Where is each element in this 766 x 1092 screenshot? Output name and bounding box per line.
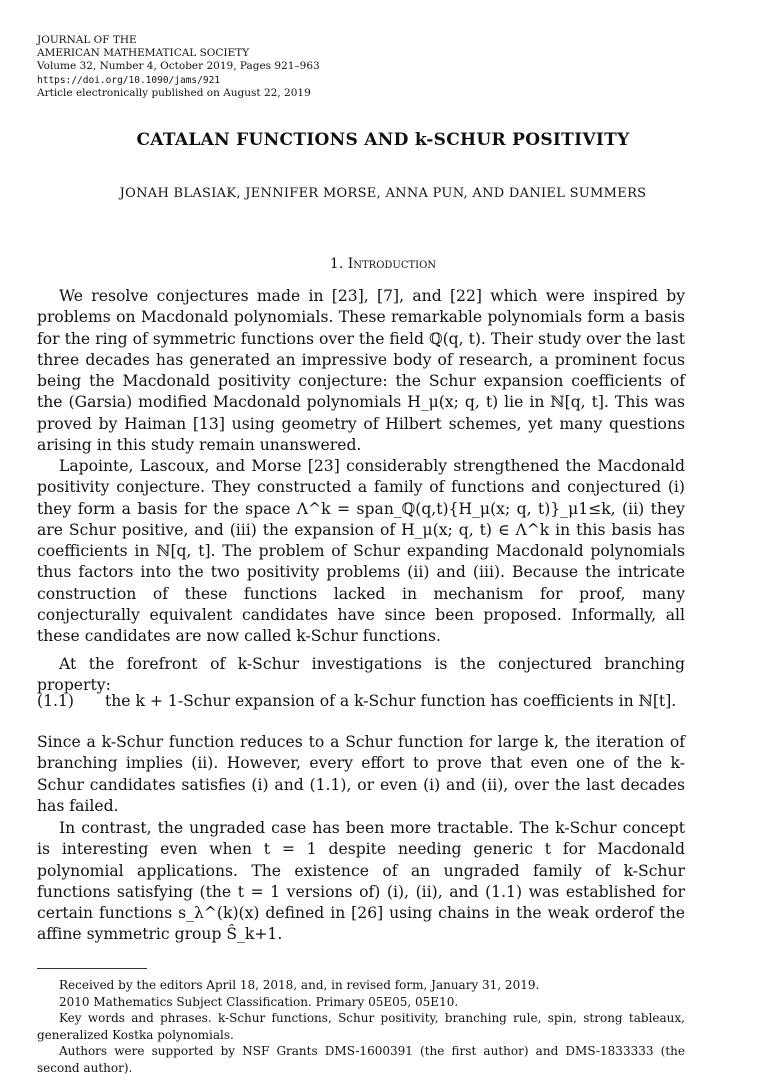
paragraph-3 (37, 654, 685, 697)
author-list: JONAH BLASIAK, JENNIFER MORSE, ANNA PUN, AND DANIEL SUMMERS (119, 186, 647, 201)
paragraph-5-text: In contrast, the ungraded case has been more tractable. The k-Schur concept is interesting even when t = 1 despite needing generic t for Macdonald polynomial applications. The existence of an ungraded family of k-Schur functions satisfying (the t = 1 versions of) (i), (ii), and (1.1) was established for certain functions s_λ^(k)(x) defined in [26] using chains in the weak orderof the affine symmetric group Ŝ_k+1. (37, 819, 685, 944)
journal-header (37, 34, 320, 100)
volume-info: Volume 32, Number 4, October 2019, Pages 921–963 (37, 60, 320, 73)
paragraph-2-text: Lapointe, Lascoux, and Morse [23] considerably strengthened the Macdonald positivity conjecture. They constructed a family of functions and conjectured (i) they form a basis for the space Λ^k = span_ℚ(q,t){H_μ(x; q, t)}_μ1≤k, (ii) they are Schur positive, and (iii) the expansion of H_μ(x; q, t) ∈ Λ^k in this basis has coefficients in ℕ[q, t]. The problem of Schur expanding Macdonald polynomials thus factors into the two positivity problems (ii) and (iii). Because the intricate construction of these functions lacked in mechanism for proof, many conjecturally equivalent candidates have since been proposed. Informally, all these candidates are now called k-Schur functions. (37, 457, 685, 646)
equation-1-1 (37, 692, 685, 710)
journal-name-line2: AMERICAN MATHEMATICAL SOCIETY (37, 47, 250, 60)
paragraph-4-text: Since a k-Schur function reduces to a Schur function for large k, the iteration of branching implies (ii). However, every effort to prove that even one of the k-Schur candidates satisfies (i) and (1.1), or even (i) and (ii), over the last decades has failed. (37, 733, 685, 815)
equation-text: the k + 1-Schur expansion of a k-Schur function has coefficients in ℕ[t]. (104, 692, 677, 710)
section-heading (0, 256, 766, 272)
footnote-divider (37, 968, 147, 969)
paragraph-4 (37, 732, 685, 817)
paragraph-3-text: At the forefront of k-Schur investigations is the conjectured branching property: (37, 655, 685, 695)
doi-link[interactable]: https://doi.org/10.1090/jams/921 (37, 74, 221, 86)
paragraph-2 (37, 456, 685, 648)
footnote-support: Authors were supported by NSF Grants DMS-1600391 (the first author) and DMS-1833333 (the second author). (37, 1044, 685, 1075)
equation-number: (1.1) (37, 692, 74, 710)
paragraph-5 (37, 818, 685, 946)
section-title: Introduction (347, 256, 437, 272)
paragraph-1-text: We resolve conjectures made in [23], [7], and [22] which were inspired by problems on Macdonald polynomials. These remarkable polynomials form a basis for the ring of symmetric functions over the field ℚ(q, t). Their study over the last three decades has generated an impressive body of research, a prominent focus being the Macdonald positivity conjecture: the Schur expansion coefficients of the (Garsia) modified Macdonald polynomials H_μ(x; q, t) lie in ℕ[q, t]. This was proved by Haiman [13] using geometry of Hilbert schemes, yet many questions arising in this study remain unanswered. (37, 287, 685, 455)
section-number: 1. (329, 256, 344, 272)
footnote-msc: 2010 Mathematics Subject Classification. Primary 05E05, 05E10. (59, 994, 459, 1009)
footnote-received: Received by the editors April 18, 2018, and, in revised form, January 31, 2019. (59, 978, 540, 992)
footnote-keywords: Key words and phrases. k-Schur functions, Schur positivity, branching rule, spin, strong tableaux, generalized Kostka polynomials. (37, 1011, 685, 1042)
footnotes (37, 977, 685, 1077)
article-title: CATALAN FUNCTIONS AND k-SCHUR POSITIVITY (136, 130, 630, 150)
publication-date: Article electronically published on August 22, 2019 (37, 86, 311, 99)
paragraph-1 (37, 286, 685, 456)
journal-name-line1: JOURNAL OF THE (37, 34, 137, 46)
